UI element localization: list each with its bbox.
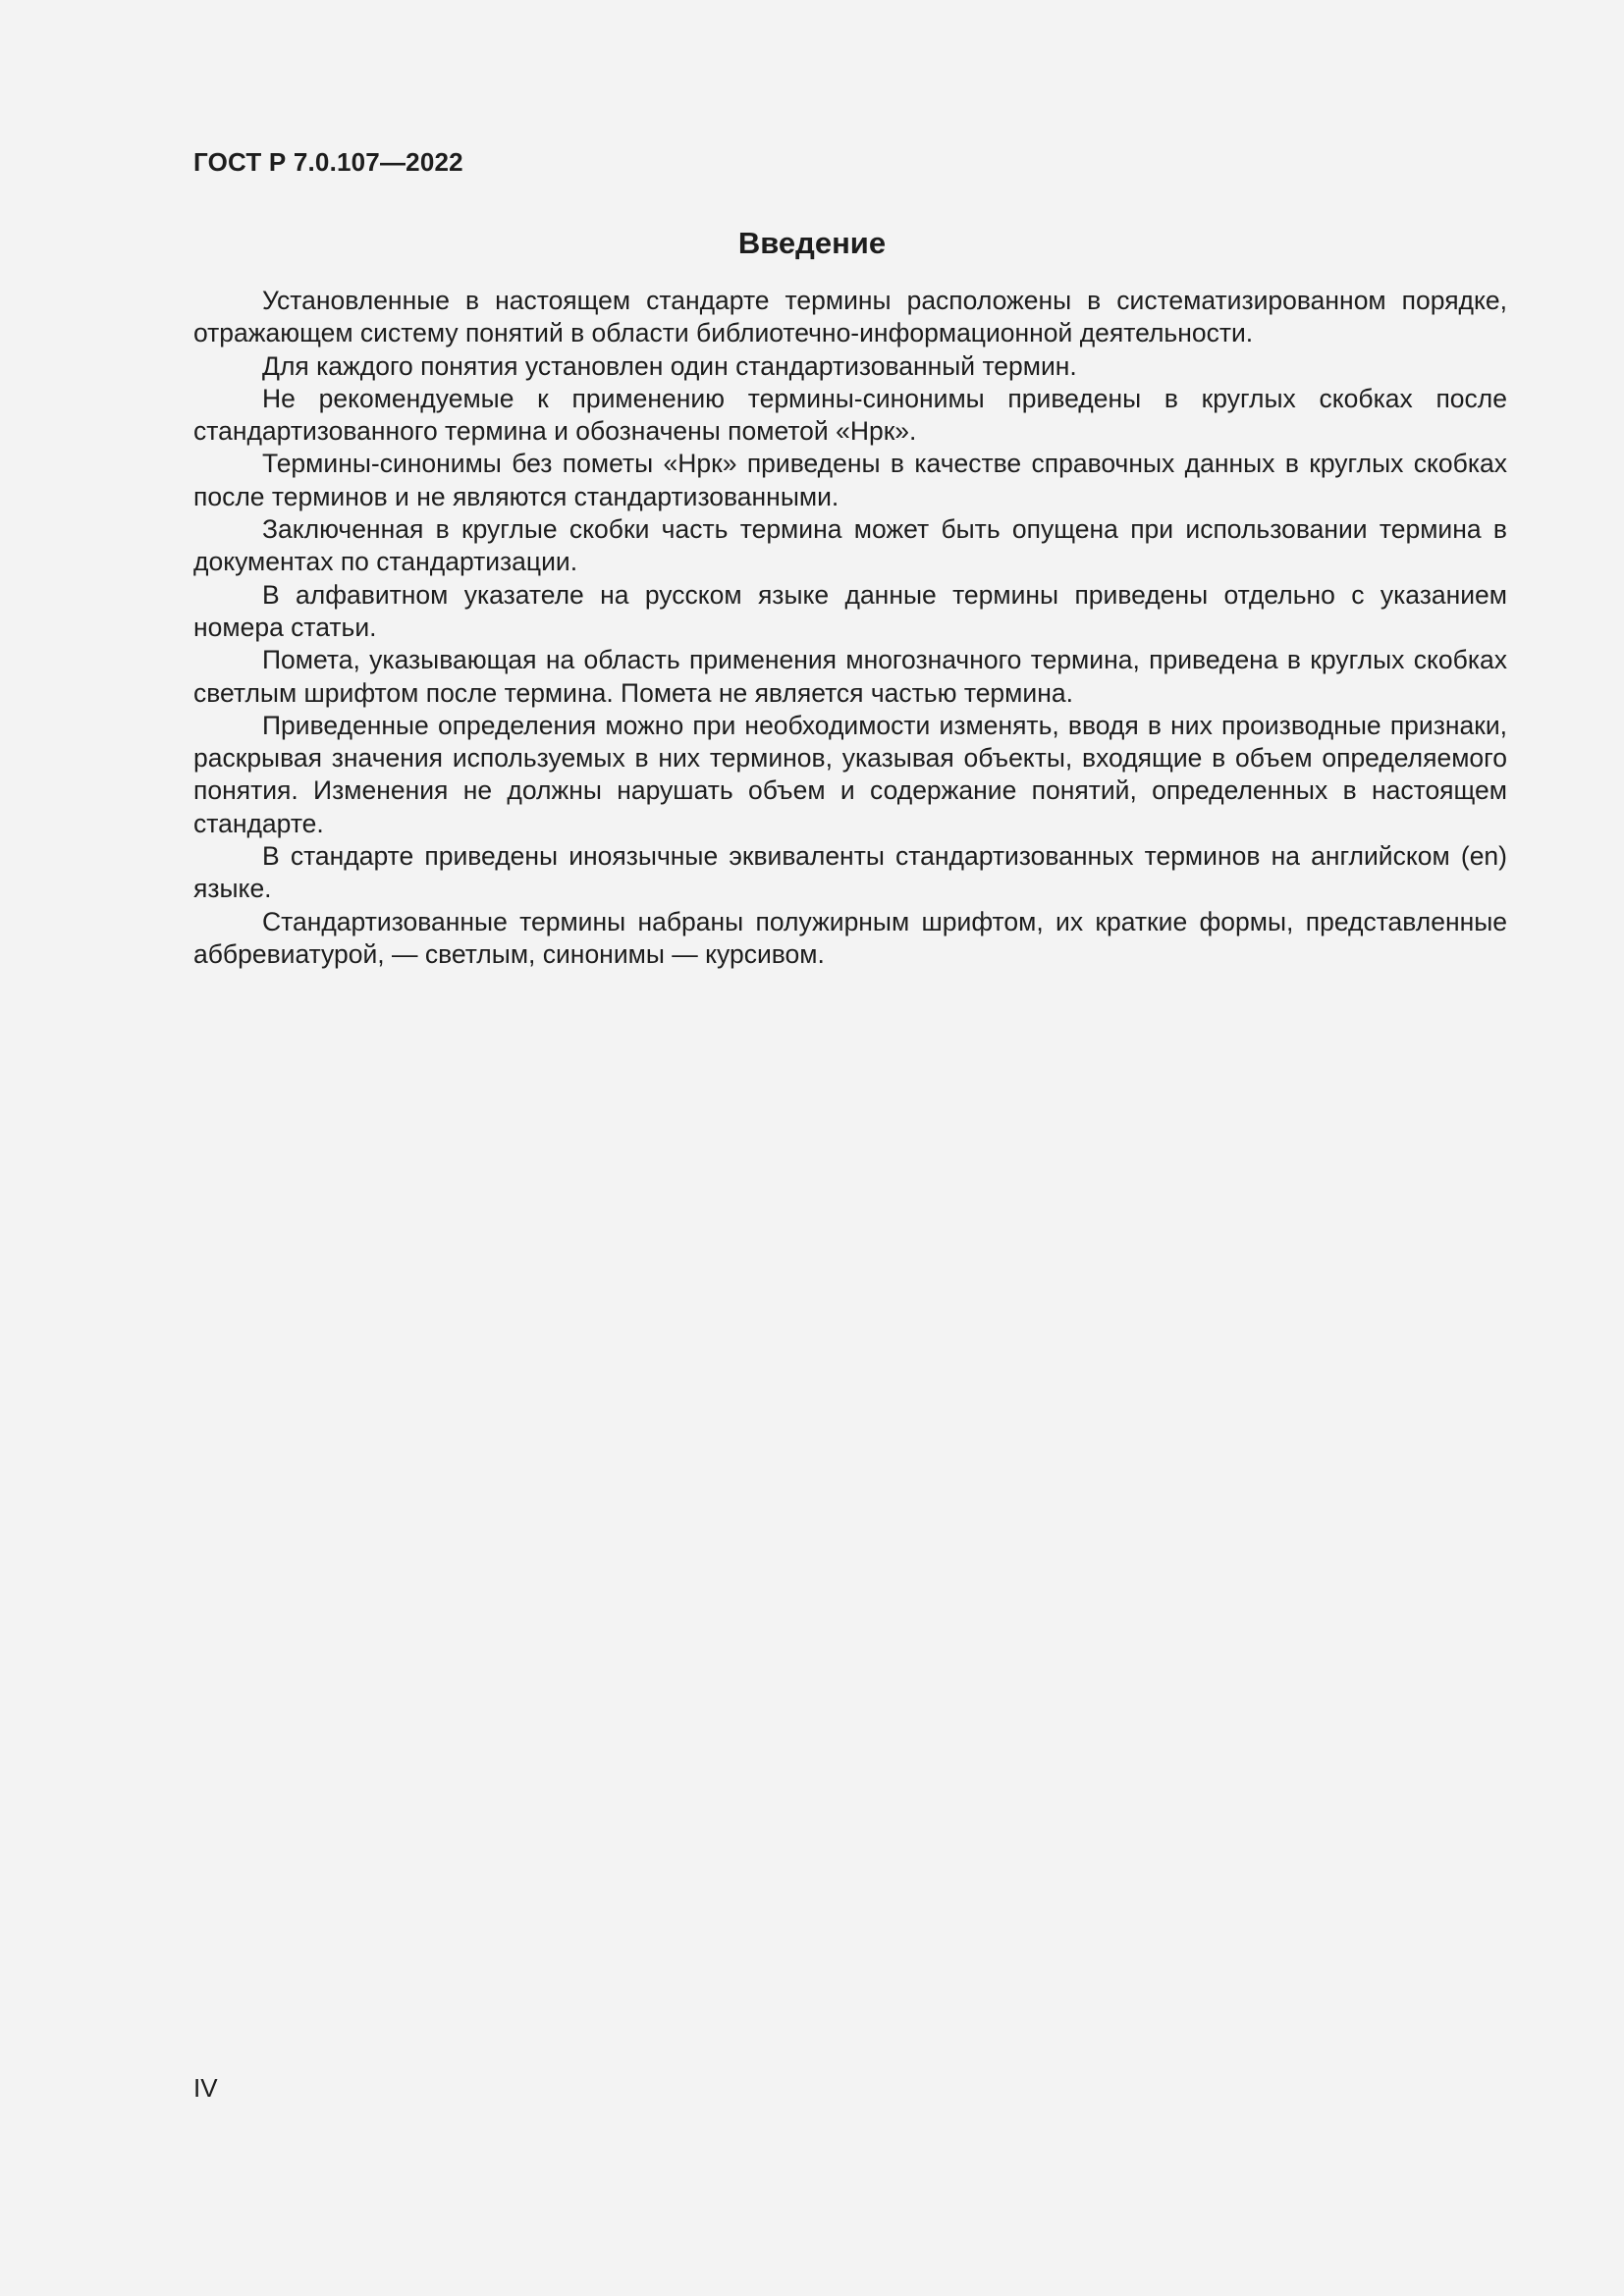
paragraph: Термины-синонимы без пометы «Нрк» приведены в качестве справочных данных в круглых скобках после терминов и не являются стандартизованными. [193, 449, 1507, 511]
paragraph: Приведенные определения можно при необходимости изменять, вводя в них производные признаки, раскрывая значения используемых в них терминов, указывая объекты, входящие в объем определяемого понятия. Изменения не должны нарушать объем и содержание понятий, определенных в настоящем стандарте. [193, 710, 1507, 838]
body-text [193, 285, 1507, 971]
paragraph: Не рекомендуемые к применению термины-синонимы приведены в круглых скобках после стандартизованного термина и обозначены пометой «Нрк». [193, 383, 1507, 447]
page-number: IV [193, 2073, 218, 2103]
paragraph: Стандартизованные термины набраны полужирным шрифтом, их краткие формы, представленные аббревиатурой, — светлым, синонимы — курсивом. [193, 906, 1507, 969]
paragraph: Установленные в настоящем стандарте термины расположены в систематизированном порядке, отражающем систему понятий в области библиотечно-информационной деятельности. [193, 286, 1507, 348]
document-number-header: ГОСТ Р 7.0.107—2022 [193, 147, 463, 177]
paragraph: В алфавитном указателе на русском языке данные термины приведены отдельно с указанием номера статьи. [193, 579, 1507, 642]
paragraph: Помета, указывающая на область применения многозначного термина, приведена в круглых скобках светлым шрифтом после термина. Помета не является частью термина. [193, 645, 1507, 708]
paragraph: Для каждого понятия установлен один стандартизованный термин. [262, 350, 1077, 381]
section-title: Введение [737, 226, 887, 260]
paragraph: Заключенная в круглые скобки часть термина может быть опущена при использовании термина в документах по стандартизации. [193, 514, 1507, 577]
paragraph: В стандарте приведены иноязычные эквиваленты стандартизованных терминов на английском (en) языке. [193, 841, 1507, 904]
